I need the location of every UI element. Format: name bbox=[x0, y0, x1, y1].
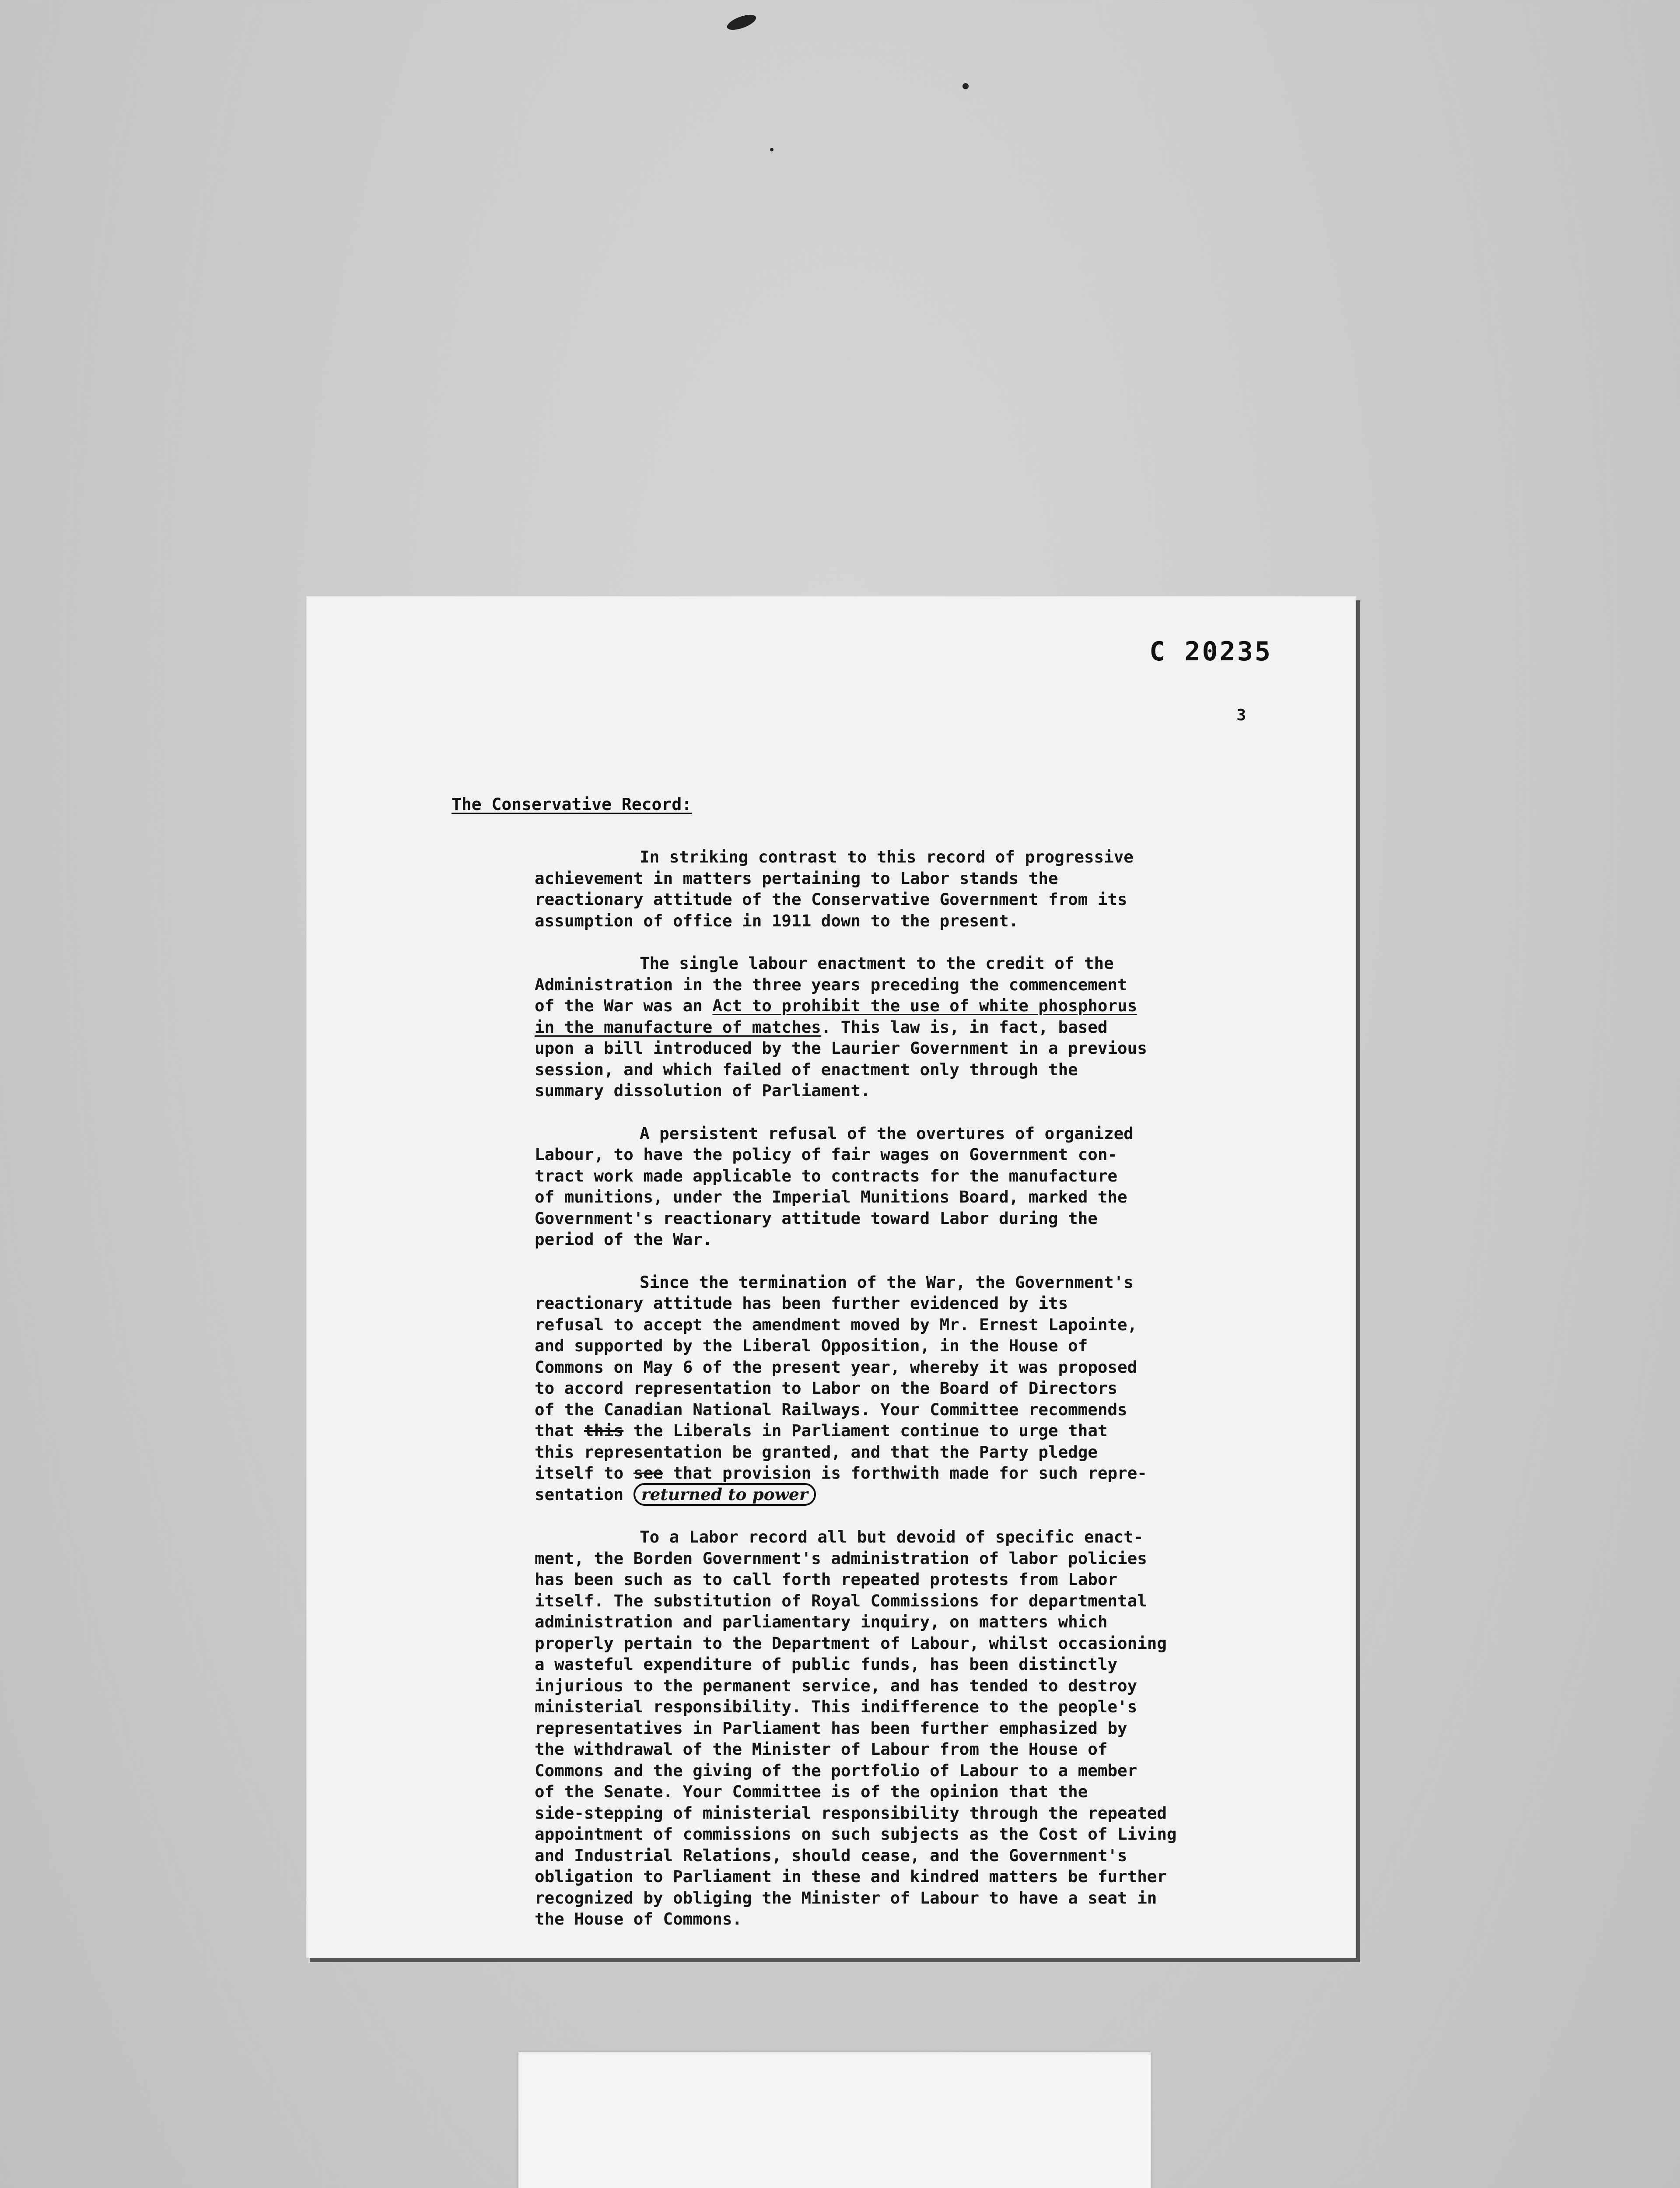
text-line: of the Canadian National Railways. Your Committee recommends bbox=[535, 1399, 1127, 1419]
text-line: Government's reactionary attitude toward Labor during the bbox=[535, 1208, 1098, 1228]
text-line: injurious to the permanent service, and has tended to destroy bbox=[535, 1676, 1138, 1695]
text-segment: itself to bbox=[535, 1463, 634, 1483]
text-line bbox=[535, 1017, 1204, 1038]
paragraph bbox=[535, 1123, 1204, 1250]
text-line: achievement in matters pertaining to Labor stands the bbox=[535, 868, 1058, 888]
text-line: To a Labor record all but devoid of specific enact- bbox=[640, 1527, 1144, 1546]
text-line: the House of Commons. bbox=[535, 1909, 742, 1929]
text-line: ment, the Borden Government's administration of labor policies bbox=[535, 1548, 1147, 1568]
text-line: ministerial responsibility. This indifference to the people's bbox=[535, 1697, 1138, 1716]
text-line bbox=[535, 995, 1204, 1017]
page-number: 3 bbox=[1236, 706, 1246, 724]
text-line: period of the War. bbox=[535, 1230, 713, 1249]
text-line: assumption of office in 1911 down to the present. bbox=[535, 911, 1019, 930]
text-line: reactionary attitude has been further evidenced by its bbox=[535, 1294, 1068, 1313]
paragraph bbox=[535, 1272, 1204, 1505]
document-page bbox=[306, 596, 1356, 1958]
ink-speck bbox=[962, 83, 969, 89]
paragraph bbox=[535, 953, 1204, 1101]
body-text bbox=[535, 846, 1204, 1951]
text-line: administration and parliamentary inquiry, on matters which bbox=[535, 1612, 1108, 1631]
paragraph bbox=[535, 846, 1204, 931]
text-line: Commons on May 6 of the present year, whereby it was proposed bbox=[535, 1357, 1138, 1377]
text-line: of munitions, under the Imperial Munitions Board, marked the bbox=[535, 1187, 1127, 1206]
text-line: Labour, to have the policy of fair wages on Government con- bbox=[535, 1145, 1118, 1164]
text-line: to accord representation to Labor on the Board of Directors bbox=[535, 1378, 1118, 1398]
text-segment: sentation bbox=[535, 1484, 634, 1504]
paragraph bbox=[535, 1526, 1204, 1930]
text-line: upon a bill introduced by the Laurier Government in a previous bbox=[535, 1038, 1147, 1058]
text-line: summary dissolution of Parliament. bbox=[535, 1081, 871, 1100]
text-line: this representation be granted, and that the Party pledge bbox=[535, 1442, 1098, 1462]
text-segment: that provision is forthwith made for such repre- bbox=[663, 1463, 1147, 1483]
text-segment: the Liberals in Parliament continue to urge that bbox=[623, 1421, 1108, 1440]
section-heading: The Conservative Record: bbox=[452, 795, 692, 814]
text-line: Commons and the giving of the portfolio of Labour to a member bbox=[535, 1760, 1138, 1780]
text-line: obligation to Parliament in these and kindred matters be further bbox=[535, 1867, 1167, 1886]
text-line bbox=[535, 1420, 1204, 1441]
text-line bbox=[535, 1484, 1204, 1505]
struck-text: this bbox=[584, 1421, 624, 1440]
handwritten-insertion: returned to power bbox=[634, 1483, 816, 1506]
text-segment: . This law is, in fact, based bbox=[821, 1017, 1108, 1037]
text-line: tract work made applicable to contracts for the manufacture bbox=[535, 1166, 1118, 1185]
document-number: C 20235 bbox=[1149, 636, 1272, 667]
underlined-text: in the manufacture of matches bbox=[535, 1017, 821, 1037]
text-line: properly pertain to the Department of Labour, whilst occasioning bbox=[535, 1633, 1167, 1653]
text-line: refusal to accept the amendment moved by Mr. Ernest Lapointe, bbox=[535, 1315, 1138, 1334]
text-line: itself. The substitution of Royal Commissions for departmental bbox=[535, 1591, 1147, 1610]
underlined-text: Act to prohibit the use of white phosphorus bbox=[712, 996, 1138, 1015]
text-line: A persistent refusal of the overtures of organized bbox=[640, 1123, 1134, 1143]
ink-speck bbox=[770, 148, 774, 151]
text-line: of the Senate. Your Committee is of the opinion that the bbox=[535, 1782, 1088, 1801]
text-line: and supported by the Liberal Opposition, in the House of bbox=[535, 1336, 1088, 1355]
text-line: recognized by obliging the Minister of Labour to have a seat in bbox=[535, 1888, 1157, 1907]
text-line: Since the termination of the War, the Government's bbox=[640, 1272, 1134, 1292]
text-line: appointment of commissions on such subjects as the Cost of Living bbox=[535, 1824, 1177, 1844]
text-line: has been such as to call forth repeated protests from Labor bbox=[535, 1570, 1118, 1589]
text-line: In striking contrast to this record of progressive bbox=[640, 847, 1134, 866]
text-line: a wasteful expenditure of public funds, has been distinctly bbox=[535, 1655, 1118, 1674]
text-line: and Industrial Relations, should cease, and the Government's bbox=[535, 1845, 1127, 1865]
text-line: The single labour enactment to the credit of the bbox=[640, 954, 1114, 973]
ink-speck bbox=[725, 12, 758, 33]
text-line bbox=[535, 1462, 1204, 1484]
collection-label bbox=[518, 2052, 1151, 2188]
struck-text: see bbox=[633, 1463, 663, 1483]
text-line: side-stepping of ministerial responsibility through the repeated bbox=[535, 1803, 1167, 1823]
text-segment: that bbox=[535, 1421, 584, 1440]
text-line: representatives in Parliament has been further emphasized by bbox=[535, 1718, 1127, 1738]
text-line: the withdrawal of the Minister of Labour from the House of bbox=[535, 1739, 1108, 1759]
text-line: Administration in the three years preceding the commencement bbox=[535, 975, 1127, 994]
text-line: session, and which failed of enactment only through the bbox=[535, 1059, 1078, 1079]
text-line: reactionary attitude of the Conservative Government from its bbox=[535, 890, 1127, 909]
text-segment: of the War was an bbox=[535, 996, 713, 1015]
